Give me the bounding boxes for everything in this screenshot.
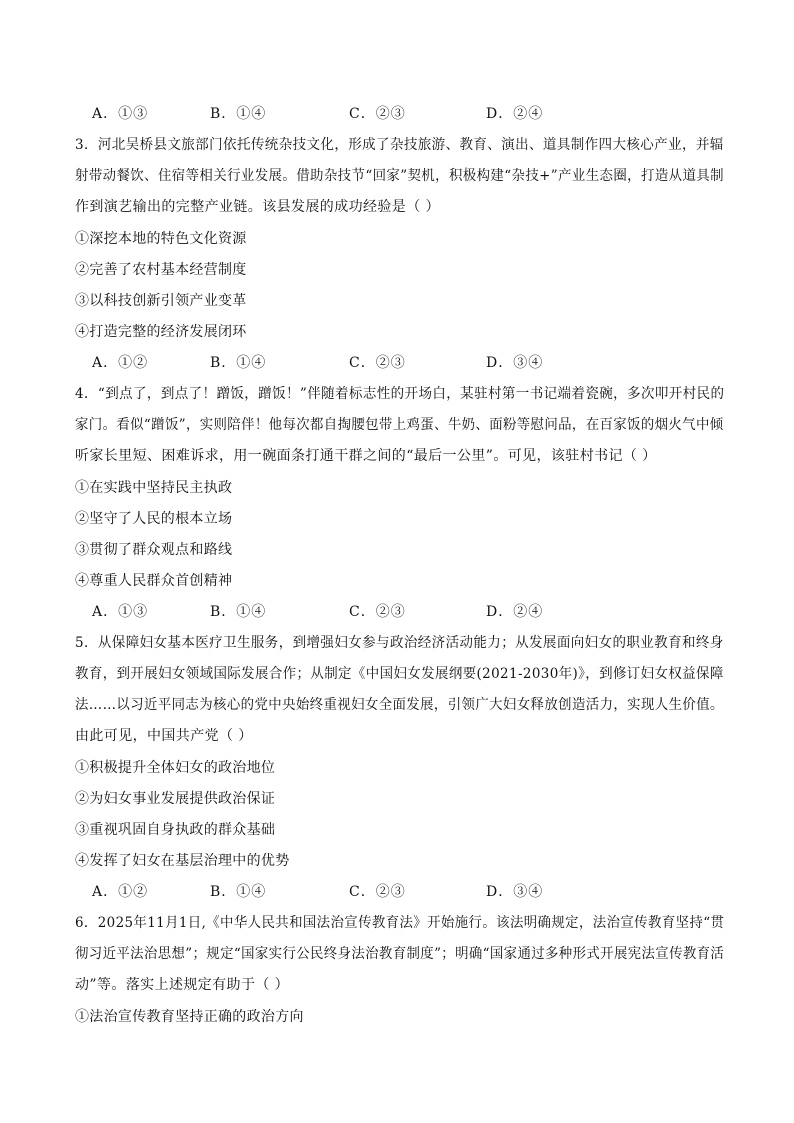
q3-option-b[interactable]: B．①④ bbox=[210, 355, 267, 371]
q5-statement-4: ④发挥了妇女在基层治理中的优势 bbox=[75, 853, 290, 869]
q5-stem-line: 5．从保障妇女基本医疗卫生服务，到增强妇女参与政治经济活动能力；从发展面向妇女的职业教育和终身 bbox=[75, 635, 724, 651]
q6-stem-line: 6．2025年11月1日,《中华人民共和国法治宣传教育法》开始施行。该法明确规定，法治宣传教育坚持“贯 bbox=[75, 915, 725, 931]
q4-options bbox=[92, 601, 612, 621]
q2-option-d[interactable]: D．②④ bbox=[486, 106, 544, 122]
q3-stem-line: 作到演艺输出的完整产业链。该县发展的成功经验是（ ） bbox=[75, 199, 440, 215]
q4-option-a[interactable]: A．①③ bbox=[92, 604, 149, 620]
q4-statement-3: ③贯彻了群众观点和路线 bbox=[75, 542, 233, 558]
q2-options bbox=[92, 103, 612, 123]
q3-statement-1: ①深挖本地的特色文化资源 bbox=[75, 231, 247, 247]
q3-stem-line: 3．河北吴桥县文旅部门依托传统杂技文化，形成了杂技旅游、教育、演出、道具制作四大核心产业，并辐 bbox=[75, 137, 724, 153]
q3-options bbox=[92, 352, 612, 372]
q4-option-c[interactable]: C．②③ bbox=[349, 604, 406, 620]
q2-option-b[interactable]: B．①④ bbox=[210, 106, 267, 122]
q3-statement-4: ④打造完整的经济发展闭环 bbox=[75, 324, 247, 340]
q5-option-d[interactable]: D．③④ bbox=[486, 884, 544, 900]
q5-stem-line: 教育，到开展妇女领域国际发展合作；从制定《中国妇女发展纲要(2021-2030年)》，到修订妇女权益保障 bbox=[75, 666, 724, 682]
q6-stem-line: 彻习近平法治思想”；规定“国家实行公民终身法治教育制度”；明确“国家通过多种形式开展宪法宣传教育活 bbox=[75, 946, 725, 962]
q5-option-b[interactable]: B．①④ bbox=[210, 884, 267, 900]
q4-stem-line: 4．“到点了，到点了！蹭饭，蹭饭！”伴随着标志性的开场白，某驻村第一书记端着瓷碗，多次叩开村民的 bbox=[75, 386, 725, 402]
q2-option-c[interactable]: C．②③ bbox=[349, 106, 406, 122]
q3-option-c[interactable]: C．②③ bbox=[349, 355, 406, 371]
q3-option-d[interactable]: D．③④ bbox=[486, 355, 544, 371]
q5-option-a[interactable]: A．①② bbox=[92, 884, 149, 900]
q4-statement-4: ④尊重人民群众首创精神 bbox=[75, 573, 233, 589]
q5-statement-3: ③重视巩固自身执政的群众基础 bbox=[75, 822, 276, 838]
q3-stem-line: 射带动餐饮、住宿等相关行业发展。借助杂技节“回家”契机，积极构建“杂技+”产业生态圈，打造从道具制 bbox=[75, 168, 724, 184]
q4-option-d[interactable]: D．②④ bbox=[486, 604, 544, 620]
q5-option-c[interactable]: C．②③ bbox=[349, 884, 406, 900]
q3-statement-3: ③以科技创新引领产业变革 bbox=[75, 293, 247, 309]
q6-stem-line: 动”等。落实上述规定有助于（ ） bbox=[75, 977, 290, 993]
q4-option-b[interactable]: B．①④ bbox=[210, 604, 267, 620]
q3-statement-2: ②完善了农村基本经营制度 bbox=[75, 262, 247, 278]
q4-statement-1: ①在实践中坚持民主执政 bbox=[75, 480, 233, 496]
q5-stem-line: 由此可见，中国共产党（ ） bbox=[75, 728, 253, 744]
q5-statement-1: ①积极提升全体妇女的政治地位 bbox=[75, 760, 276, 776]
q5-options bbox=[92, 881, 612, 901]
q6-statement-1: ①法治宣传教育坚持正确的政治方向 bbox=[75, 1009, 304, 1025]
q2-option-a[interactable]: A．①③ bbox=[92, 106, 149, 122]
q4-stem-line: 家门。看似“蹭饭”，实则陪伴！他每次都自掏腰包带上鸡蛋、牛奶、面粉等慰问品，在百家饭的烟火气中倾 bbox=[75, 417, 724, 433]
q5-statement-2: ②为妇女事业发展提供政治保证 bbox=[75, 791, 276, 807]
q3-option-a[interactable]: A．①② bbox=[92, 355, 149, 371]
q5-stem-line: 法……以习近平同志为核心的党中央始终重视妇女全面发展，引领广大妇女释放创造活力，实现人生价值。 bbox=[75, 697, 724, 713]
q4-statement-2: ②坚守了人民的根本立场 bbox=[75, 511, 233, 527]
q4-stem-line: 听家长里短、困难诉求，用一碗面条打通干群之间的“最后一公里”。可见，该驻村书记（ ） bbox=[75, 448, 657, 464]
